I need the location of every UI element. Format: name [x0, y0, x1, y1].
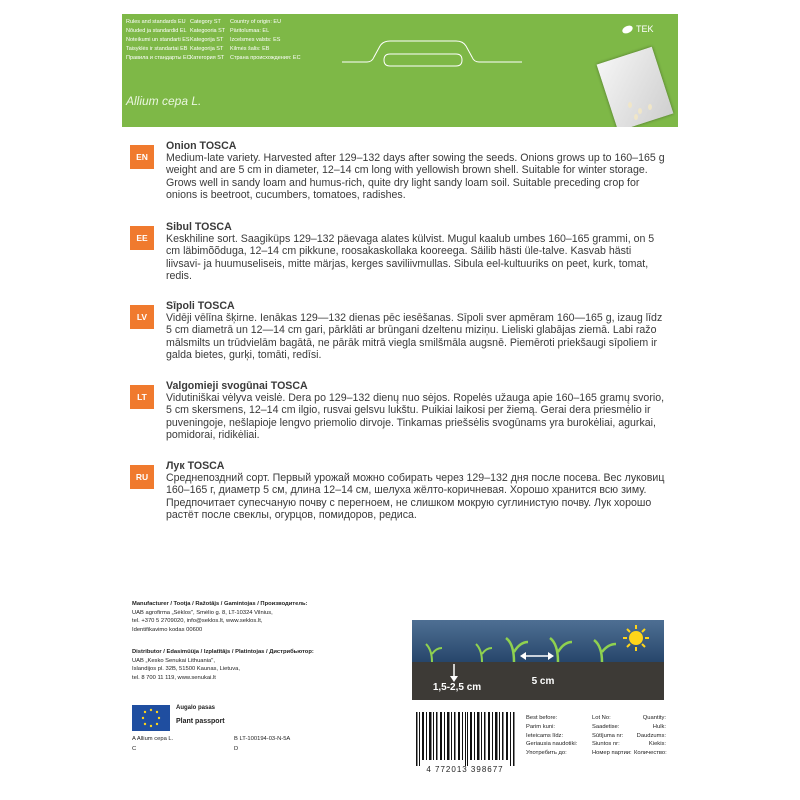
category-cell: Category ST	[190, 19, 221, 25]
info-label: Saadetise:	[592, 723, 620, 730]
info-label: Номер партии:	[592, 750, 632, 757]
section-text	[166, 380, 668, 441]
distributor-line: UAB „Kesko Senukai Lithuania",	[132, 657, 215, 664]
origin-cell: Country of origin: EU	[230, 19, 282, 25]
distributor-line: Islandijos pl. 32B, 51500 Kaunas, Lietuva,	[132, 666, 240, 673]
passport-code: B LT-100194-03-N-5A	[234, 736, 291, 742]
manufacturer-block	[132, 600, 308, 634]
distributor-line: tel. 8 700 11 119, www.senukai.lt	[132, 674, 216, 681]
origin-cell: Страна происхождения: ЕС	[230, 54, 301, 61]
seed-image	[634, 114, 638, 120]
info-label: Kiekis:	[648, 741, 666, 748]
section-body: Vidēji vēlīna šķirne. Ienākas 129—132 dienas pēc iesēšanas. Sīpoli sver apmēram 160—165 g, izaug līdz 5 cm diametrā un 12—14 cm gari, pārklāti ar brūngani dzeltenu miziņu. Lieliski glabājas ziemā. Labi ražo mālsmilts un trūdvielām bagātā, ne pārāk mitrā viegla smilšmāla augsnē. Piemēroti priekšaugi sīpoliem ir galda bietes, gurķi, tomāti, redīsi.	[166, 312, 663, 361]
rules-cell: Правила и стандарты ЕС	[126, 54, 191, 61]
manufacturer-line: UAB agrofirma „Sėklos", Smėlio g. 8, LT-10324 Vilnius,	[132, 609, 273, 616]
section-title: Sīpoli TOSCA	[166, 300, 235, 312]
sowing-depth-panel	[412, 620, 502, 700]
seed-image	[638, 108, 642, 114]
best-before-labels	[526, 714, 577, 758]
passport-title: Plant passport	[176, 718, 225, 725]
rules-cell: Nõuded ja standardid EL	[126, 27, 187, 34]
info-label: Geriausia naudotiki:	[526, 741, 578, 748]
info-label: Употребить до:	[526, 750, 567, 757]
section-body: Keskhiline sort. Saagiküps 129–132 päevaga alates külvist. Mugul kaalub umbes 160–165 grammi, on 5 cm läbimõõduga, 12–14 cm pikkune, roosakaskollaka kooreega. Säilib hästi üle-talve. Kasvab hästi liivsavi- ja huumuseliseis, mitte märjas, kerges saviliivmullas. Sibula eel-kultuuriks on peet, kurk, tomat, redis.	[166, 233, 655, 282]
quantity-labels	[634, 714, 666, 758]
eu-stars-icon	[132, 705, 170, 731]
section-body: Vidutiniškai vėlyva veislė. Dera po 129–132 dienų nuo sėjos. Ropelės užauga apie 160–165 gramų svorio, 5 cm skersmens, 12–14 cm ilgio, rusvai gelsvu lukštu. Puikiai laikosi per žiemą. Gerai dera priesmėlio ir puveningoje, nešlapioje lengvo priemolio dirvoje. Tinkamas priešsėlis svogūnams yra burokėliai, agurkai, pomidorai, ridikėliai.	[166, 392, 665, 441]
origin-cell: Kilmės šalis: EB	[230, 45, 270, 52]
info-label: Количество:	[634, 750, 667, 757]
category-cell: Kategooria ST	[190, 27, 226, 34]
distributor-block	[132, 648, 314, 682]
section-text	[166, 460, 668, 521]
leaf-icon	[621, 24, 634, 35]
sowing-depth-label: 1,5-2,5 cm	[432, 682, 482, 693]
category-cell: Kategorija ST	[190, 45, 224, 52]
section-title: Valgomieji svogūnai TOSCA	[166, 380, 308, 392]
distributor-heading: Distributor / Edasimüüja / Izplatītājs / Platintojas / Дистрибьютор:	[132, 649, 314, 655]
sun-panel	[584, 620, 664, 700]
section-title: Лук TOSCA	[166, 460, 225, 472]
section-body: Среднепоздний сорт. Первый урожай можно собирать через 129–132 дня после посева. Вес луковиц 160–165 г, диаметр 5 см, длина 12–14 см, шелуха жёлто-коричневая. Хорошо хранится всю зиму. Предпочитает супесчаную почву с перегноем, не слишком мокрую суглинистую почву. Лук хорошо растёт после свеклы, огурцов, помидоров, редиса.	[166, 472, 665, 521]
seed-image	[648, 104, 652, 110]
language-badge: LV	[130, 305, 154, 329]
info-label: Quantity:	[642, 715, 666, 721]
barcode-image	[416, 712, 516, 766]
manufacturer-heading: Manufacturer / Tootja / Ražotājs / Gamintojas / Производитель:	[132, 601, 308, 607]
hang-tab-outline	[122, 14, 678, 127]
origin-cell: Izcelsmes valsts: ES	[230, 36, 281, 43]
tek-logo	[622, 24, 654, 34]
language-badge: EE	[130, 226, 154, 250]
plant-spacing-icon	[498, 620, 588, 700]
section-body: Medium-late variety. Harvested after 129–132 days after sowing the seeds. Onions grows up to 160–165 g weight and are 5 cm in diameter, 12–14 cm long with yellowish brown shell. Suitable for winter storage. Grows well in sandy loam and humus-rich, quite dry light sandy loam soil. Suitable preceding crop for onions is beetroot, cucumbers, tomatoes, radishes.	[166, 152, 665, 201]
barcode-number: 4 772013 398677	[426, 765, 504, 774]
info-label: Best before:	[526, 715, 558, 721]
rules-cell: Noteikumi un standarti ES	[126, 36, 190, 43]
info-label: Ieteicams līdz:	[526, 732, 564, 739]
category-cell: Kategorija ST	[190, 36, 224, 43]
header-band	[122, 14, 678, 127]
passport-small-heading: Augalo pasas	[176, 705, 216, 711]
info-label: Siuntos nr:	[592, 741, 620, 748]
rules-cell: Rules and standards EU	[126, 19, 186, 25]
info-label: Lot No:	[592, 715, 611, 721]
plant-spacing-label: 5 cm	[531, 676, 555, 687]
plant-spacing-panel	[498, 620, 588, 700]
section-title: Sibul TOSCA	[166, 221, 232, 233]
rules-cell: Taisyklės ir standartai EB	[126, 45, 188, 52]
passport-c: C	[132, 746, 137, 752]
info-label: Daudzums:	[636, 732, 666, 739]
eu-flag-icon	[132, 705, 170, 731]
tek-label: TEK	[636, 24, 654, 34]
manufacturer-line: Identifikavimo kodas 00600	[132, 626, 203, 633]
section-title: Onion TOSCA	[166, 140, 237, 152]
section-text	[166, 140, 668, 201]
passport-species: A Allium cepa L.	[132, 736, 174, 742]
language-badge: RU	[130, 465, 154, 489]
info-label: Sūtījuma nr:	[592, 732, 624, 739]
passport-d: D	[234, 746, 239, 752]
origin-cell: Päritolumaa: EL	[230, 27, 270, 34]
section-text	[166, 300, 668, 361]
lot-labels	[592, 714, 632, 758]
sun-icon	[584, 620, 664, 700]
manufacturer-line: tel. +370 5 2709020, info@seklos.lt, www.seklos.lt,	[132, 618, 263, 625]
category-cell: Категория ST	[190, 54, 225, 61]
info-label: Hulk:	[652, 723, 666, 730]
info-label: Parim kuni:	[526, 723, 555, 730]
section-text	[166, 221, 668, 282]
seed-image	[628, 102, 632, 108]
species-name: Allium cepa L.	[126, 94, 202, 108]
language-badge: LT	[130, 385, 154, 409]
language-badge: EN	[130, 145, 154, 169]
